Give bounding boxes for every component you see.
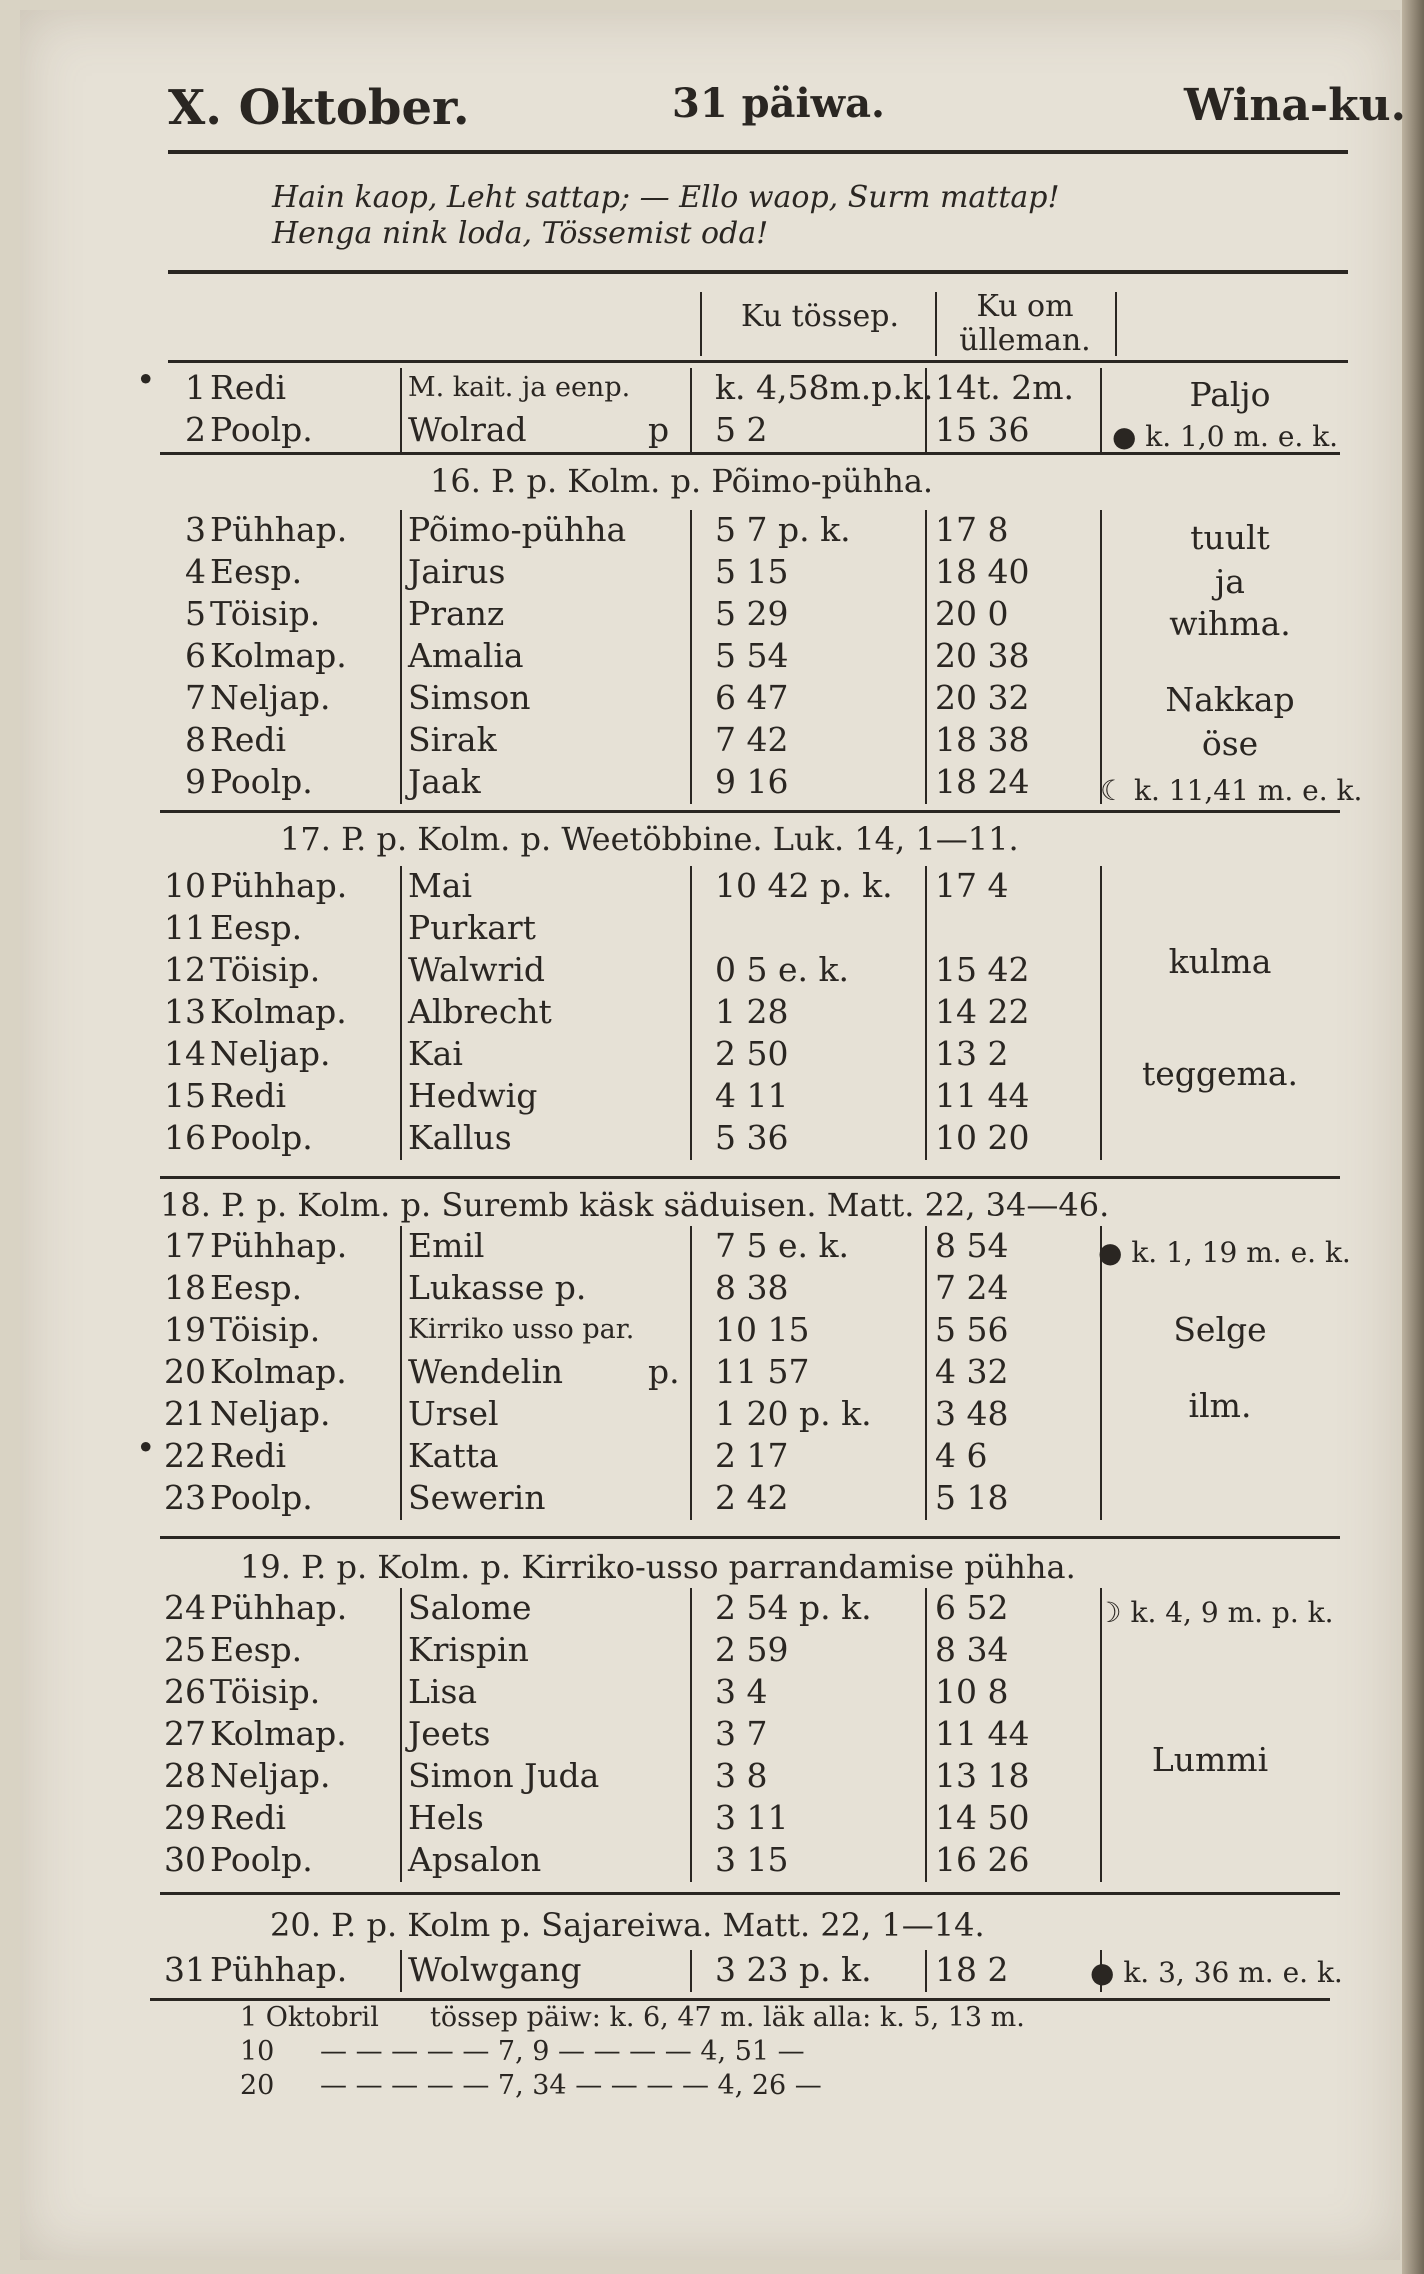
saint-name: Emil [408, 1226, 485, 1265]
day-number: 12 [164, 950, 206, 989]
saint-name: Simson [408, 678, 531, 717]
col-divider [690, 1588, 692, 1882]
day-number: 20 [164, 1352, 206, 1391]
moon-time: 8 34 [935, 1630, 1009, 1669]
weekday: Neljap. [210, 678, 331, 717]
name-suffix: p [648, 410, 670, 449]
sunrise-time: 7 5 e. k. [715, 1226, 849, 1265]
col-divider [400, 866, 402, 1160]
motto-rule [168, 270, 1348, 274]
name-suffix: p. [648, 1352, 680, 1391]
saint-name: M. kait. ja eenp. [408, 372, 631, 403]
footer-day-3: 20 [240, 2070, 275, 2101]
weekday: Redi [210, 368, 287, 407]
sunday-title: 17. P. p. Kolm. p. Weetöbbine. Luk. 14, 1—11. [280, 820, 1019, 858]
col-divider [690, 510, 692, 804]
day-number: 14 [164, 1034, 206, 1073]
sunday-title: 19. P. p. Kolm. p. Kirriko-usso parrandamise pühha. [240, 1548, 1076, 1586]
sunrise-time: 3 4 [715, 1672, 768, 1711]
moon-time: 10 20 [935, 1118, 1030, 1157]
day-number: 21 [164, 1394, 206, 1433]
sunrise-time: 5 2 [715, 410, 768, 449]
col-divider [400, 1950, 402, 1992]
moon-time: 13 2 [935, 1034, 1009, 1073]
col-divider [935, 292, 937, 356]
moon-time: 17 8 [935, 510, 1009, 549]
col-divider [400, 1226, 402, 1520]
weather-11: Lummi [1151, 1740, 1269, 1779]
weekday: Neljap. [210, 1034, 331, 1073]
weekday: Eesp. [210, 1630, 303, 1669]
sunrise-time: 3 15 [715, 1840, 789, 1879]
weather-7: kulma [1168, 942, 1272, 981]
day-number: 6 [185, 636, 206, 675]
page-edge [1402, 0, 1424, 2274]
day-number: 16 [164, 1118, 206, 1157]
moon-time: 5 56 [935, 1310, 1009, 1349]
saint-name: Hels [408, 1798, 484, 1837]
motto-line-2: Henga nink loda, Tössemist oda! [272, 216, 769, 251]
day-number: 9 [185, 762, 206, 801]
weekday: Eesp. [210, 552, 303, 591]
saint-name: Mai [408, 866, 473, 905]
col-divider [925, 510, 927, 804]
sunrise-time: 3 23 p. k. [715, 1950, 872, 1989]
saint-name: Ursel [408, 1394, 499, 1433]
col-divider [400, 368, 402, 452]
moon-time: 10 8 [935, 1672, 1009, 1711]
day-number: 5 [185, 594, 206, 633]
day-number: 25 [164, 1630, 206, 1669]
weather-5: Nakkap [1165, 680, 1295, 719]
weather-1: Paljo [1189, 375, 1271, 414]
weekday: Redi [210, 1076, 287, 1115]
day-number: 2 [185, 410, 206, 449]
weekday: Töisip. [210, 594, 321, 633]
month-title: X. Oktober. [168, 80, 470, 136]
sunrise-time: 5 36 [715, 1118, 789, 1157]
moon-time: 5 18 [935, 1478, 1009, 1517]
weekday: Pühhap. [210, 1950, 348, 1989]
weekday: Redi [210, 1436, 287, 1475]
weather-3: ja [1215, 562, 1245, 601]
sunrise-time: 10 15 [715, 1310, 810, 1349]
weekday: Kolmap. [210, 636, 347, 675]
sunrise-time: 8 38 [715, 1268, 789, 1307]
weekday: Pühhap. [210, 866, 348, 905]
col-divider [690, 368, 692, 452]
moon-phase-3: ● k. 1, 19 m. e. k. [1098, 1236, 1351, 1269]
moon-time: 7 24 [935, 1268, 1009, 1307]
weekday: Pühhap. [210, 1588, 348, 1627]
moon-time: 20 0 [935, 594, 1009, 633]
weekday: Pühhap. [210, 1226, 348, 1265]
sunday-title: 18. P. p. Kolm. p. Suremb käsk säduisen. Matt. 22, 34—46. [160, 1186, 1110, 1224]
saint-name: Walwrid [408, 950, 545, 989]
footer-text-2: — — — — — 7, 9 — — — — 4, 51 — [320, 2036, 805, 2067]
weekday: Neljap. [210, 1394, 331, 1433]
weekday: Poolp. [210, 762, 313, 801]
month-name: Wina-ku. [1184, 80, 1406, 131]
table-head-rule [168, 360, 1348, 363]
saint-name: Pranz [408, 594, 505, 633]
footer-day-2: 10 [240, 2036, 275, 2067]
moon-time: 16 26 [935, 1840, 1030, 1879]
saint-name: Kai [408, 1034, 463, 1073]
moon-time: 11 44 [935, 1714, 1030, 1753]
sunday-title: 16. P. p. Kolm. p. Põimo-pühha. [430, 462, 934, 500]
day-number: 23 [164, 1478, 206, 1517]
saint-name: Apsalon [408, 1840, 542, 1879]
col-divider [925, 866, 927, 1160]
day-number: 22 [164, 1436, 206, 1475]
sunrise-time: 7 42 [715, 720, 789, 759]
weekday: Neljap. [210, 1756, 331, 1795]
moon-time: 14 50 [935, 1798, 1030, 1837]
section-rule [160, 1536, 1340, 1539]
sunrise-time: 1 20 p. k. [715, 1394, 872, 1433]
saint-name: Amalia [408, 636, 524, 675]
sunrise-time: 2 59 [715, 1630, 789, 1669]
day-number: 13 [164, 992, 206, 1031]
sunrise-time: 3 7 [715, 1714, 768, 1753]
col-divider [690, 866, 692, 1160]
sunrise-time: 3 11 [715, 1798, 789, 1837]
sunrise-time: 5 54 [715, 636, 789, 675]
moon-time: 3 48 [935, 1394, 1009, 1433]
weekday: Redi [210, 1798, 287, 1837]
weekday: Pühhap. [210, 510, 348, 549]
saint-name: Põimo-pühha [408, 510, 627, 549]
col-moon: Ku om ülleman. [959, 289, 1091, 358]
col-divider [1100, 1226, 1102, 1520]
day-number: 31 [164, 1950, 206, 1989]
weekday: Töisip. [210, 950, 321, 989]
saint-name: Wolwgang [408, 1950, 582, 1989]
moon-time: 13 18 [935, 1756, 1030, 1795]
day-number: 8 [185, 720, 206, 759]
sunrise-time: 2 42 [715, 1478, 789, 1517]
saint-name: Kirriko usso par. [408, 1314, 635, 1345]
weekday: Redi [210, 720, 287, 759]
weekday: Kolmap. [210, 1352, 347, 1391]
footer-rule [150, 1998, 1330, 2001]
weekday: Eesp. [210, 1268, 303, 1307]
saint-name: Jaak [408, 762, 481, 801]
section-rule [160, 1892, 1340, 1895]
day-number: 4 [185, 552, 206, 591]
sunrise-time: 5 29 [715, 594, 789, 633]
weekday: Poolp. [210, 1118, 313, 1157]
sunrise-time: k. 4,58m.p.k. [715, 368, 934, 407]
col-divider [690, 1950, 692, 1992]
sunday-title: 20. P. p. Kolm p. Sajareiwa. Matt. 22, 1—14. [270, 1906, 985, 1944]
saint-name: Salome [408, 1588, 532, 1627]
sunrise-time: 5 15 [715, 552, 789, 591]
new-moon-mark: • [136, 1428, 156, 1467]
moon-time: 18 2 [935, 1950, 1009, 1989]
day-number: 30 [164, 1840, 206, 1879]
footer-text-3: — — — — — 7, 34 — — — — 4, 26 — [320, 2070, 822, 2101]
day-number: 1 [185, 368, 206, 407]
weekday: Eesp. [210, 908, 303, 947]
col-divider [925, 1226, 927, 1520]
weather-8: teggema. [1141, 1054, 1299, 1093]
sunrise-time: 10 42 p. k. [715, 866, 893, 905]
col-divider [400, 510, 402, 804]
saint-name: Jeets [408, 1714, 491, 1753]
moon-time: 14 22 [935, 992, 1030, 1031]
day-number: 17 [164, 1226, 206, 1265]
saint-name: Simon Juda [408, 1756, 600, 1795]
saint-name: Krispin [408, 1630, 529, 1669]
saint-name: Lisa [408, 1672, 478, 1711]
weekday: Poolp. [210, 1478, 313, 1517]
day-number: 3 [185, 510, 206, 549]
moon-time: 17 4 [935, 866, 1009, 905]
day-number: 18 [164, 1268, 206, 1307]
col-divider [925, 1950, 927, 1992]
saint-name: Kallus [408, 1118, 512, 1157]
sunrise-time: 2 50 [715, 1034, 789, 1073]
day-number: 28 [164, 1756, 206, 1795]
col-divider [925, 1588, 927, 1882]
weather-9: Selge [1173, 1310, 1267, 1349]
sunrise-time: 5 7 p. k. [715, 510, 851, 549]
day-number: 27 [164, 1714, 206, 1753]
sunrise-time: 11 57 [715, 1352, 810, 1391]
sunrise-time: 9 16 [715, 762, 789, 801]
col-divider [1115, 292, 1117, 356]
saint-name: Purkart [408, 908, 536, 947]
col-divider [1100, 510, 1102, 804]
day-number: 7 [185, 678, 206, 717]
weekday: Kolmap. [210, 992, 347, 1031]
moon-time: 8 54 [935, 1226, 1009, 1265]
section-rule [160, 810, 1340, 813]
weekday: Töisip. [210, 1672, 321, 1711]
footer-day-1: 1 Oktobril [240, 2002, 379, 2033]
moon-time: 20 38 [935, 636, 1030, 675]
weather-6: öse [1201, 724, 1259, 763]
saint-name: Wolrad [408, 410, 527, 449]
weekday: Poolp. [210, 1840, 313, 1879]
sunrise-time: 2 54 p. k. [715, 1588, 872, 1627]
saint-name: Lukasse p. [408, 1268, 587, 1307]
sunrise-time: 1 28 [715, 992, 789, 1031]
moon-time: 18 40 [935, 552, 1030, 591]
moon-time: 20 32 [935, 678, 1030, 717]
moon-phase-5: ● k. 3, 36 m. e. k. [1090, 1956, 1343, 1989]
weekday: Poolp. [210, 410, 313, 449]
sunrise-time: 4 11 [715, 1076, 789, 1115]
new-moon-mark: • [136, 360, 156, 399]
footer-text-1: tössep päiw: k. 6, 47 m. läk alla: k. 5, 13 m. [430, 2002, 1025, 2033]
day-number: 24 [164, 1588, 206, 1627]
col-divider [1100, 1588, 1102, 1882]
col-divider [700, 292, 702, 356]
saint-name: Hedwig [408, 1076, 538, 1115]
saint-name: Albrecht [408, 992, 552, 1031]
col-divider [1100, 866, 1102, 1160]
moon-time: 15 42 [935, 950, 1030, 989]
header-rule [168, 150, 1348, 154]
day-number: 11 [164, 908, 206, 947]
day-number: 29 [164, 1798, 206, 1837]
saint-name: Sirak [408, 720, 497, 759]
day-number: 26 [164, 1672, 206, 1711]
col-sunrise: Ku tössep. [740, 299, 899, 334]
moon-time: 6 52 [935, 1588, 1009, 1627]
day-number: 19 [164, 1310, 206, 1349]
moon-time: 15 36 [935, 410, 1030, 449]
moon-time: 4 6 [935, 1436, 988, 1475]
saint-name: Wendelin [408, 1352, 564, 1391]
sunrise-time: 6 47 [715, 678, 789, 717]
col-divider [690, 1226, 692, 1520]
saint-name: Jairus [408, 552, 506, 591]
sunrise-time: 2 17 [715, 1436, 789, 1475]
weather-10: ilm. [1188, 1386, 1252, 1425]
motto-line-1: Hain kaop, Leht sattap; — Ello waop, Surm mattap! [272, 180, 1060, 215]
sunrise-time: 0 5 e. k. [715, 950, 849, 989]
saint-name: Katta [408, 1436, 499, 1475]
moon-phase-4: ☽ k. 4, 9 m. p. k. [1096, 1596, 1334, 1629]
weekday: Kolmap. [210, 1714, 347, 1753]
moon-time: 18 38 [935, 720, 1030, 759]
day-number: 15 [164, 1076, 206, 1115]
moon-time: 11 44 [935, 1076, 1030, 1115]
moon-time: 18 24 [935, 762, 1030, 801]
moon-phase-1: ● k. 1,0 m. e. k. [1111, 420, 1339, 453]
weather-4: wihma. [1169, 604, 1291, 643]
weather-2: tuult [1190, 518, 1270, 557]
col-divider [400, 1588, 402, 1882]
moon-time: 4 32 [935, 1352, 1009, 1391]
day-number: 10 [164, 866, 206, 905]
sunrise-time: 3 8 [715, 1756, 768, 1795]
weekday: Töisip. [210, 1310, 321, 1349]
saint-name: Sewerin [408, 1478, 546, 1517]
moon-time: 14t. 2m. [935, 368, 1075, 407]
moon-phase-2: ☾ k. 11,41 m. e. k. [1100, 774, 1363, 807]
day-count: 31 päiwa. [672, 80, 885, 127]
section-rule [160, 1176, 1340, 1179]
